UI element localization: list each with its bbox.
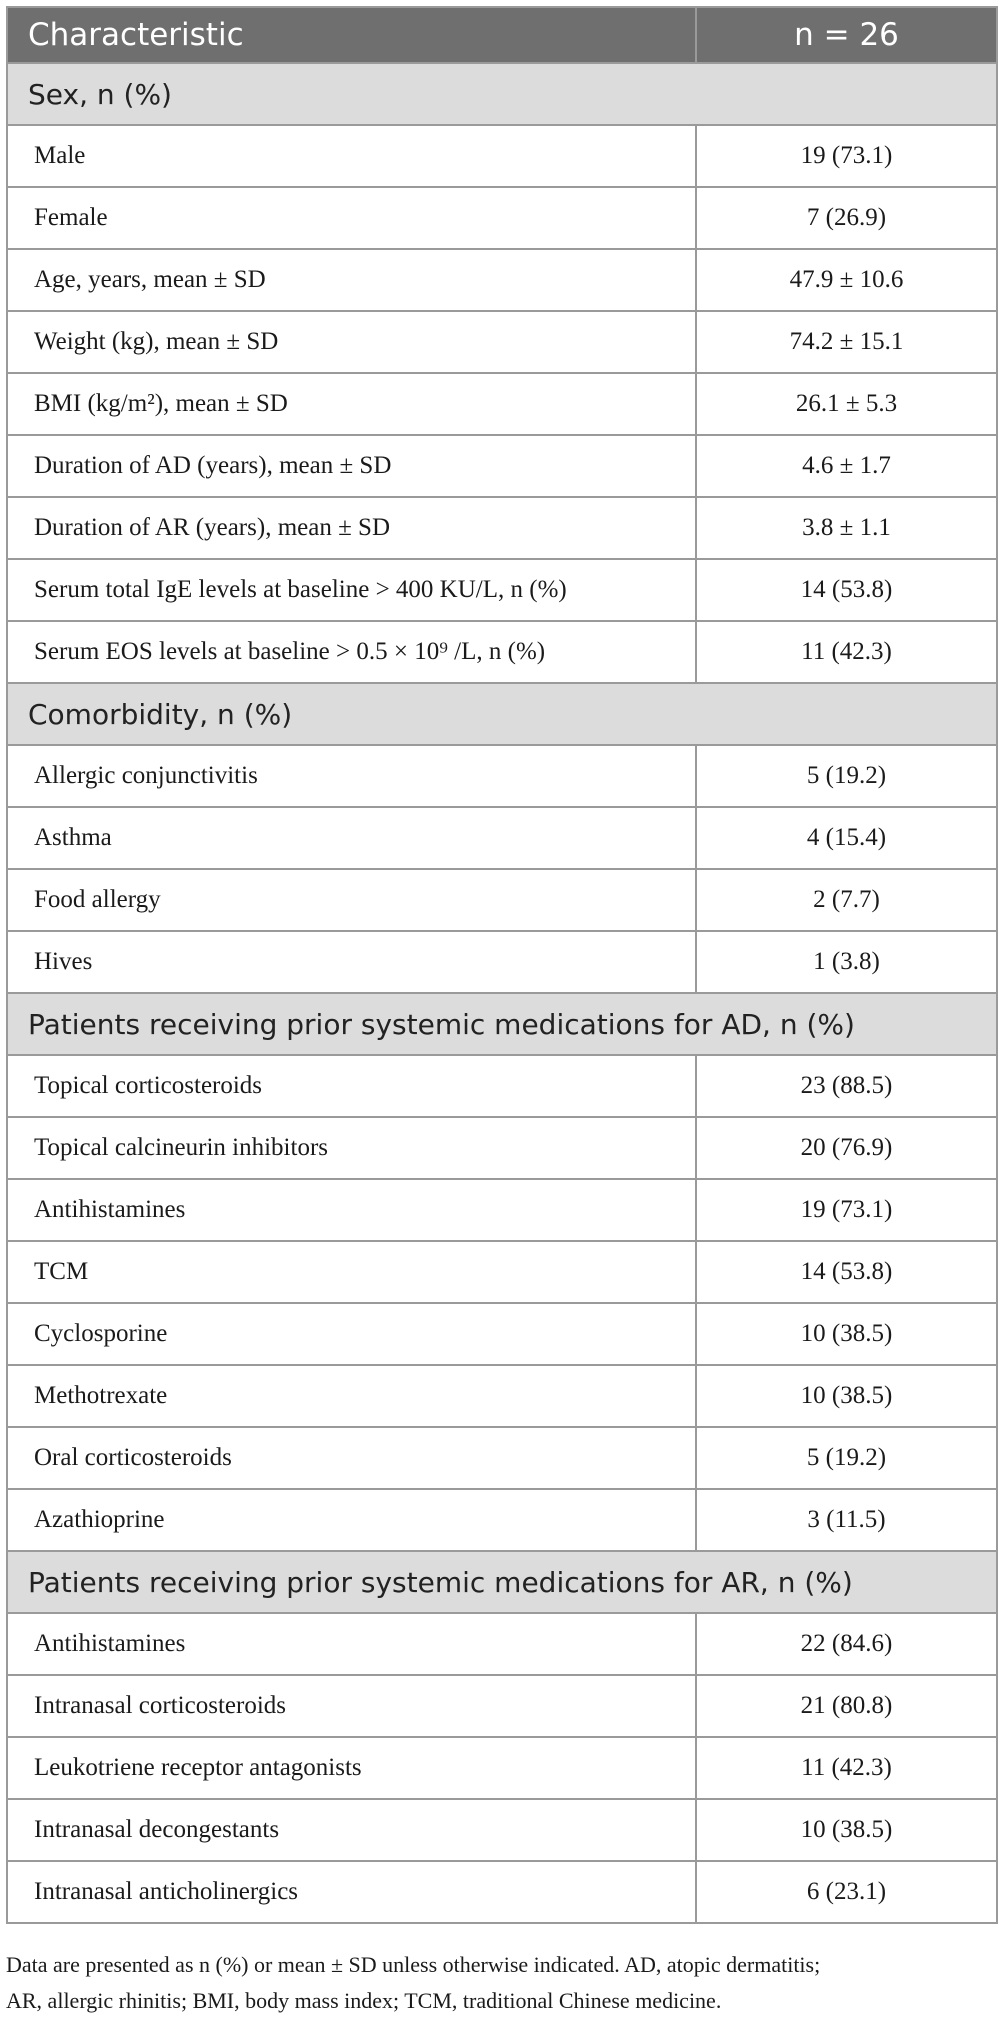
row-label: Cyclosporine — [7, 1303, 696, 1365]
header-n: n = 26 — [696, 7, 997, 63]
row-label: Asthma — [7, 807, 696, 869]
row-value: 26.1 ± 5.3 — [696, 373, 997, 435]
section-title: Comorbidity, n (%) — [7, 683, 997, 745]
table-row — [7, 1675, 997, 1737]
table-row — [7, 1241, 997, 1303]
row-label: Allergic conjunctivitis — [7, 745, 696, 807]
table-row — [7, 311, 997, 373]
row-value: 2 (7.7) — [696, 869, 997, 931]
section-title: Patients receiving prior systemic medications for AR, n (%) — [7, 1551, 997, 1613]
characteristics-table-container — [6, 6, 996, 1924]
table-row — [7, 1365, 997, 1427]
table-row — [7, 1861, 997, 1923]
row-label: Female — [7, 187, 696, 249]
row-label: Serum total IgE levels at baseline > 400 KU/L, n (%) — [7, 559, 696, 621]
section-title: Patients receiving prior systemic medications for AD, n (%) — [7, 993, 997, 1055]
table-row — [7, 931, 997, 993]
row-value: 7 (26.9) — [696, 187, 997, 249]
row-value: 10 (38.5) — [696, 1303, 997, 1365]
row-label: Antihistamines — [7, 1179, 696, 1241]
row-value: 10 (38.5) — [696, 1799, 997, 1861]
row-label: Duration of AD (years), mean ± SD — [7, 435, 696, 497]
row-value: 4.6 ± 1.7 — [696, 435, 997, 497]
row-label: Age, years, mean ± SD — [7, 249, 696, 311]
row-label: Intranasal decongestants — [7, 1799, 696, 1861]
table-row — [7, 497, 997, 559]
row-value: 5 (19.2) — [696, 1427, 997, 1489]
row-value: 19 (73.1) — [696, 1179, 997, 1241]
row-label: Leukotriene receptor antagonists — [7, 1737, 696, 1799]
row-value: 3 (11.5) — [696, 1489, 997, 1551]
row-value: 20 (76.9) — [696, 1117, 997, 1179]
table-row — [7, 559, 997, 621]
table-row — [7, 807, 997, 869]
table-row — [7, 745, 997, 807]
table-row — [7, 187, 997, 249]
row-label: Methotrexate — [7, 1365, 696, 1427]
table-footnote — [6, 1947, 996, 2019]
row-label: Male — [7, 125, 696, 187]
row-label: Intranasal anticholinergics — [7, 1861, 696, 1923]
row-label: Duration of AR (years), mean ± SD — [7, 497, 696, 559]
row-value: 74.2 ± 15.1 — [696, 311, 997, 373]
row-label: BMI (kg/m²), mean ± SD — [7, 373, 696, 435]
row-value: 14 (53.8) — [696, 559, 997, 621]
section-header-row — [7, 993, 997, 1055]
table-row — [7, 1799, 997, 1861]
row-value: 47.9 ± 10.6 — [696, 249, 997, 311]
row-label: Food allergy — [7, 869, 696, 931]
row-label: Intranasal corticosteroids — [7, 1675, 696, 1737]
row-label: TCM — [7, 1241, 696, 1303]
table-row — [7, 1613, 997, 1675]
table-row — [7, 1117, 997, 1179]
row-label: Hives — [7, 931, 696, 993]
row-value: 19 (73.1) — [696, 125, 997, 187]
row-value: 5 (19.2) — [696, 745, 997, 807]
table-row — [7, 1737, 997, 1799]
row-label: Weight (kg), mean ± SD — [7, 311, 696, 373]
row-value: 21 (80.8) — [696, 1675, 997, 1737]
row-value: 23 (88.5) — [696, 1055, 997, 1117]
row-label: Topical calcineurin inhibitors — [7, 1117, 696, 1179]
row-value: 3.8 ± 1.1 — [696, 497, 997, 559]
characteristics-table — [6, 6, 998, 1924]
section-header-row — [7, 1551, 997, 1613]
row-label: Antihistamines — [7, 1613, 696, 1675]
row-value: 10 (38.5) — [696, 1365, 997, 1427]
row-value: 14 (53.8) — [696, 1241, 997, 1303]
row-label: Oral corticosteroids — [7, 1427, 696, 1489]
row-value: 4 (15.4) — [696, 807, 997, 869]
table-row — [7, 1489, 997, 1551]
row-value: 22 (84.6) — [696, 1613, 997, 1675]
table-row — [7, 1055, 997, 1117]
table-row — [7, 869, 997, 931]
row-value: 6 (23.1) — [696, 1861, 997, 1923]
row-label: Topical corticosteroids — [7, 1055, 696, 1117]
row-value: 11 (42.3) — [696, 621, 997, 683]
row-label: Azathioprine — [7, 1489, 696, 1551]
table-row — [7, 1303, 997, 1365]
row-value: 1 (3.8) — [696, 931, 997, 993]
table-row — [7, 1179, 997, 1241]
table-row — [7, 373, 997, 435]
section-header-row — [7, 63, 997, 125]
table-header-row — [7, 7, 997, 63]
footnote-line-2: AR, allergic rhinitis; BMI, body mass index; TCM, traditional Chinese medicine. — [6, 1988, 722, 2013]
section-title: Sex, n (%) — [7, 63, 997, 125]
footnote-line-1: Data are presented as n (%) or mean ± SD unless otherwise indicated. AD, atopic dermatitis; — [6, 1952, 821, 1977]
table-row — [7, 125, 997, 187]
table-row — [7, 621, 997, 683]
table-row — [7, 1427, 997, 1489]
header-characteristic: Characteristic — [7, 7, 696, 63]
table-body — [7, 63, 997, 1923]
section-header-row — [7, 683, 997, 745]
table-row — [7, 249, 997, 311]
row-label: Serum EOS levels at baseline > 0.5 × 10⁹ /L, n (%) — [7, 621, 696, 683]
table-row — [7, 435, 997, 497]
row-value: 11 (42.3) — [696, 1737, 997, 1799]
